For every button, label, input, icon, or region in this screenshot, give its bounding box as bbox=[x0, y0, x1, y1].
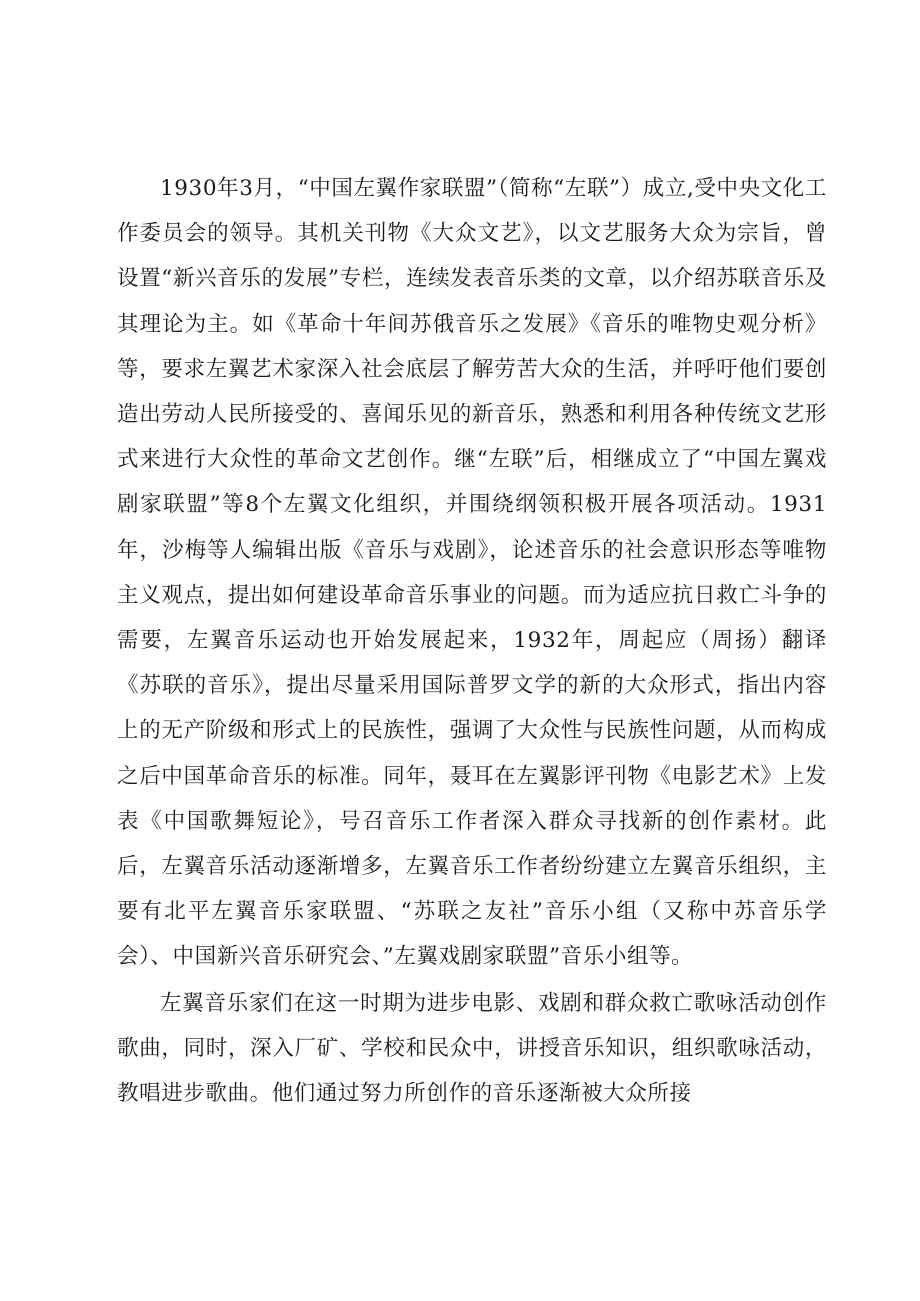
paragraph-2: 左翼音乐家们在这一时期为进步电影、戏剧和群众救亡歌咏活动创作歌曲，同时，深入厂矿、学校和民众中，讲授音乐知识，组织歌咏活动，教唱进步歌曲。他们通过努力所创作的音乐逐渐被大众所接 bbox=[117, 990, 827, 1107]
paragraph-1: 1930年3月，“中国左翼作家联盟”（简称“左联”）成立,受中央文化工作委员会的领导。其机关刊物《大众文艺》，以文艺服务大众为宗旨，曾设置“新兴音乐的发展”专栏，连续发表音乐类的文章，以介绍苏联音乐及其理论为主。如《革命十年间苏俄音乐之发展》《音乐的唯物史观分析》等，要求左翼艺术家深入社会底层了解劳苦大众的生活，并呼吁他们要创造出劳动人民所接受的、喜闻乐见的新音乐，熟悉和利用各种传统文艺形式来进行大众性的革命文艺创作。继“左联”后，相继成立了“中国左翼戏剧家联盟”等8个左翼文化组织，并围绕纲领积极开展各项活动。1931年，沙梅等人编辑出版《音乐与戏剧》，论述音乐的社会意识形态等唯物主义观点，提出如何建设革命音乐事业的问题。而为适应抗日救亡斗争的需要，左翼音乐运动也开始发展起来，1932年，周起应（周扬）翻译《苏联的音乐》，提出尽量采用国际普罗文学的新的大众形式，指出内容上的无产阶级和形式上的民族性，强调了大众性与民族性问题，从而构成之后中国革命音乐的标准。同年，聂耳在左翼影评刊物《电影艺术》上发表《中国歌舞短论》，号召音乐工作者深入群众寻找新的创作素材。此后，左翼音乐活动逐渐增多，左翼音乐工作者纷纷建立左翼音乐组织，主要有北平左翼音乐家联盟、“苏联之友社”音乐小组（又称中苏音乐学会）、中国新兴音乐研究会、”左翼戏剧家联盟”音乐小组等。 bbox=[117, 176, 827, 970]
body-text bbox=[117, 166, 827, 1116]
